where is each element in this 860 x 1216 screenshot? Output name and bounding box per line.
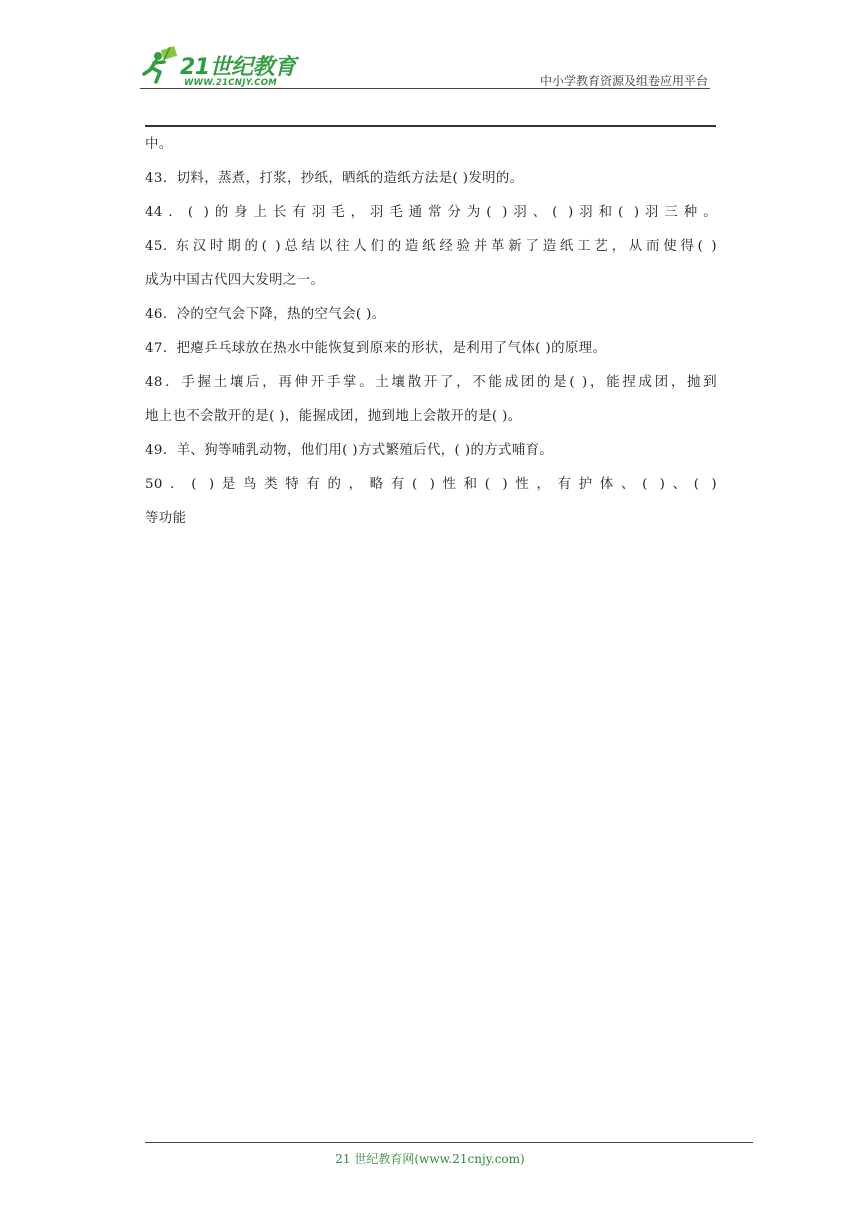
platform-title: 中小学教育资源及组卷应用平台 [539, 74, 708, 88]
logo [140, 44, 340, 94]
question-48: 48．手握土壤后，再伸开手掌。土壤散开了，不能成团的是( )，能捏成团，抛到 [145, 375, 717, 390]
runner-logo-icon [140, 44, 184, 88]
question-50-cont: 等功能 [145, 511, 187, 526]
question-50: 50．( )是鸟类特有的，略有( )性和( )性，有护体、( )、( ) [145, 477, 717, 492]
question-48-cont: 地上也不会散开的是( )，能握成团，抛到地上会散开的是( )。 [145, 409, 522, 424]
logo-url: WWW.21CNJY.COM [184, 78, 278, 88]
question-43: 43．切料，蒸煮，打浆，抄纸，晒纸的造纸方法是( )发明的。 [145, 171, 524, 186]
header-rule [140, 88, 710, 89]
question-45-cont: 成为中国古代四大发明之一。 [145, 273, 325, 288]
question-list [145, 128, 717, 536]
footer-rule [145, 1142, 753, 1143]
question-46: 46．冷的空气会下降，热的空气会( )。 [145, 307, 386, 322]
question-44: 44．( )的身上长有羽毛，羽毛通常分为( )羽、( )羽和( )羽三种。 [145, 205, 717, 220]
page-header [0, 0, 860, 100]
question-47: 47．把瘪乒乓球放在热水中能恢复到原来的形状，是利用了气体( )的原理。 [145, 341, 607, 356]
content-top-rule [145, 125, 716, 127]
logo-text: 21世纪教育 [180, 55, 296, 80]
question-45: 45. 东汉时期的( )总结以往人们的造纸经验并革新了造纸工艺，从而使得( ) [145, 239, 717, 254]
page-footer: 21 世纪教育网(www.21cnjy.com) [335, 1152, 525, 1166]
text-line: 中。 [145, 137, 173, 152]
question-49: 49．羊、狗等哺乳动物，他们用( )方式繁殖后代，( )的方式哺育。 [145, 443, 554, 458]
